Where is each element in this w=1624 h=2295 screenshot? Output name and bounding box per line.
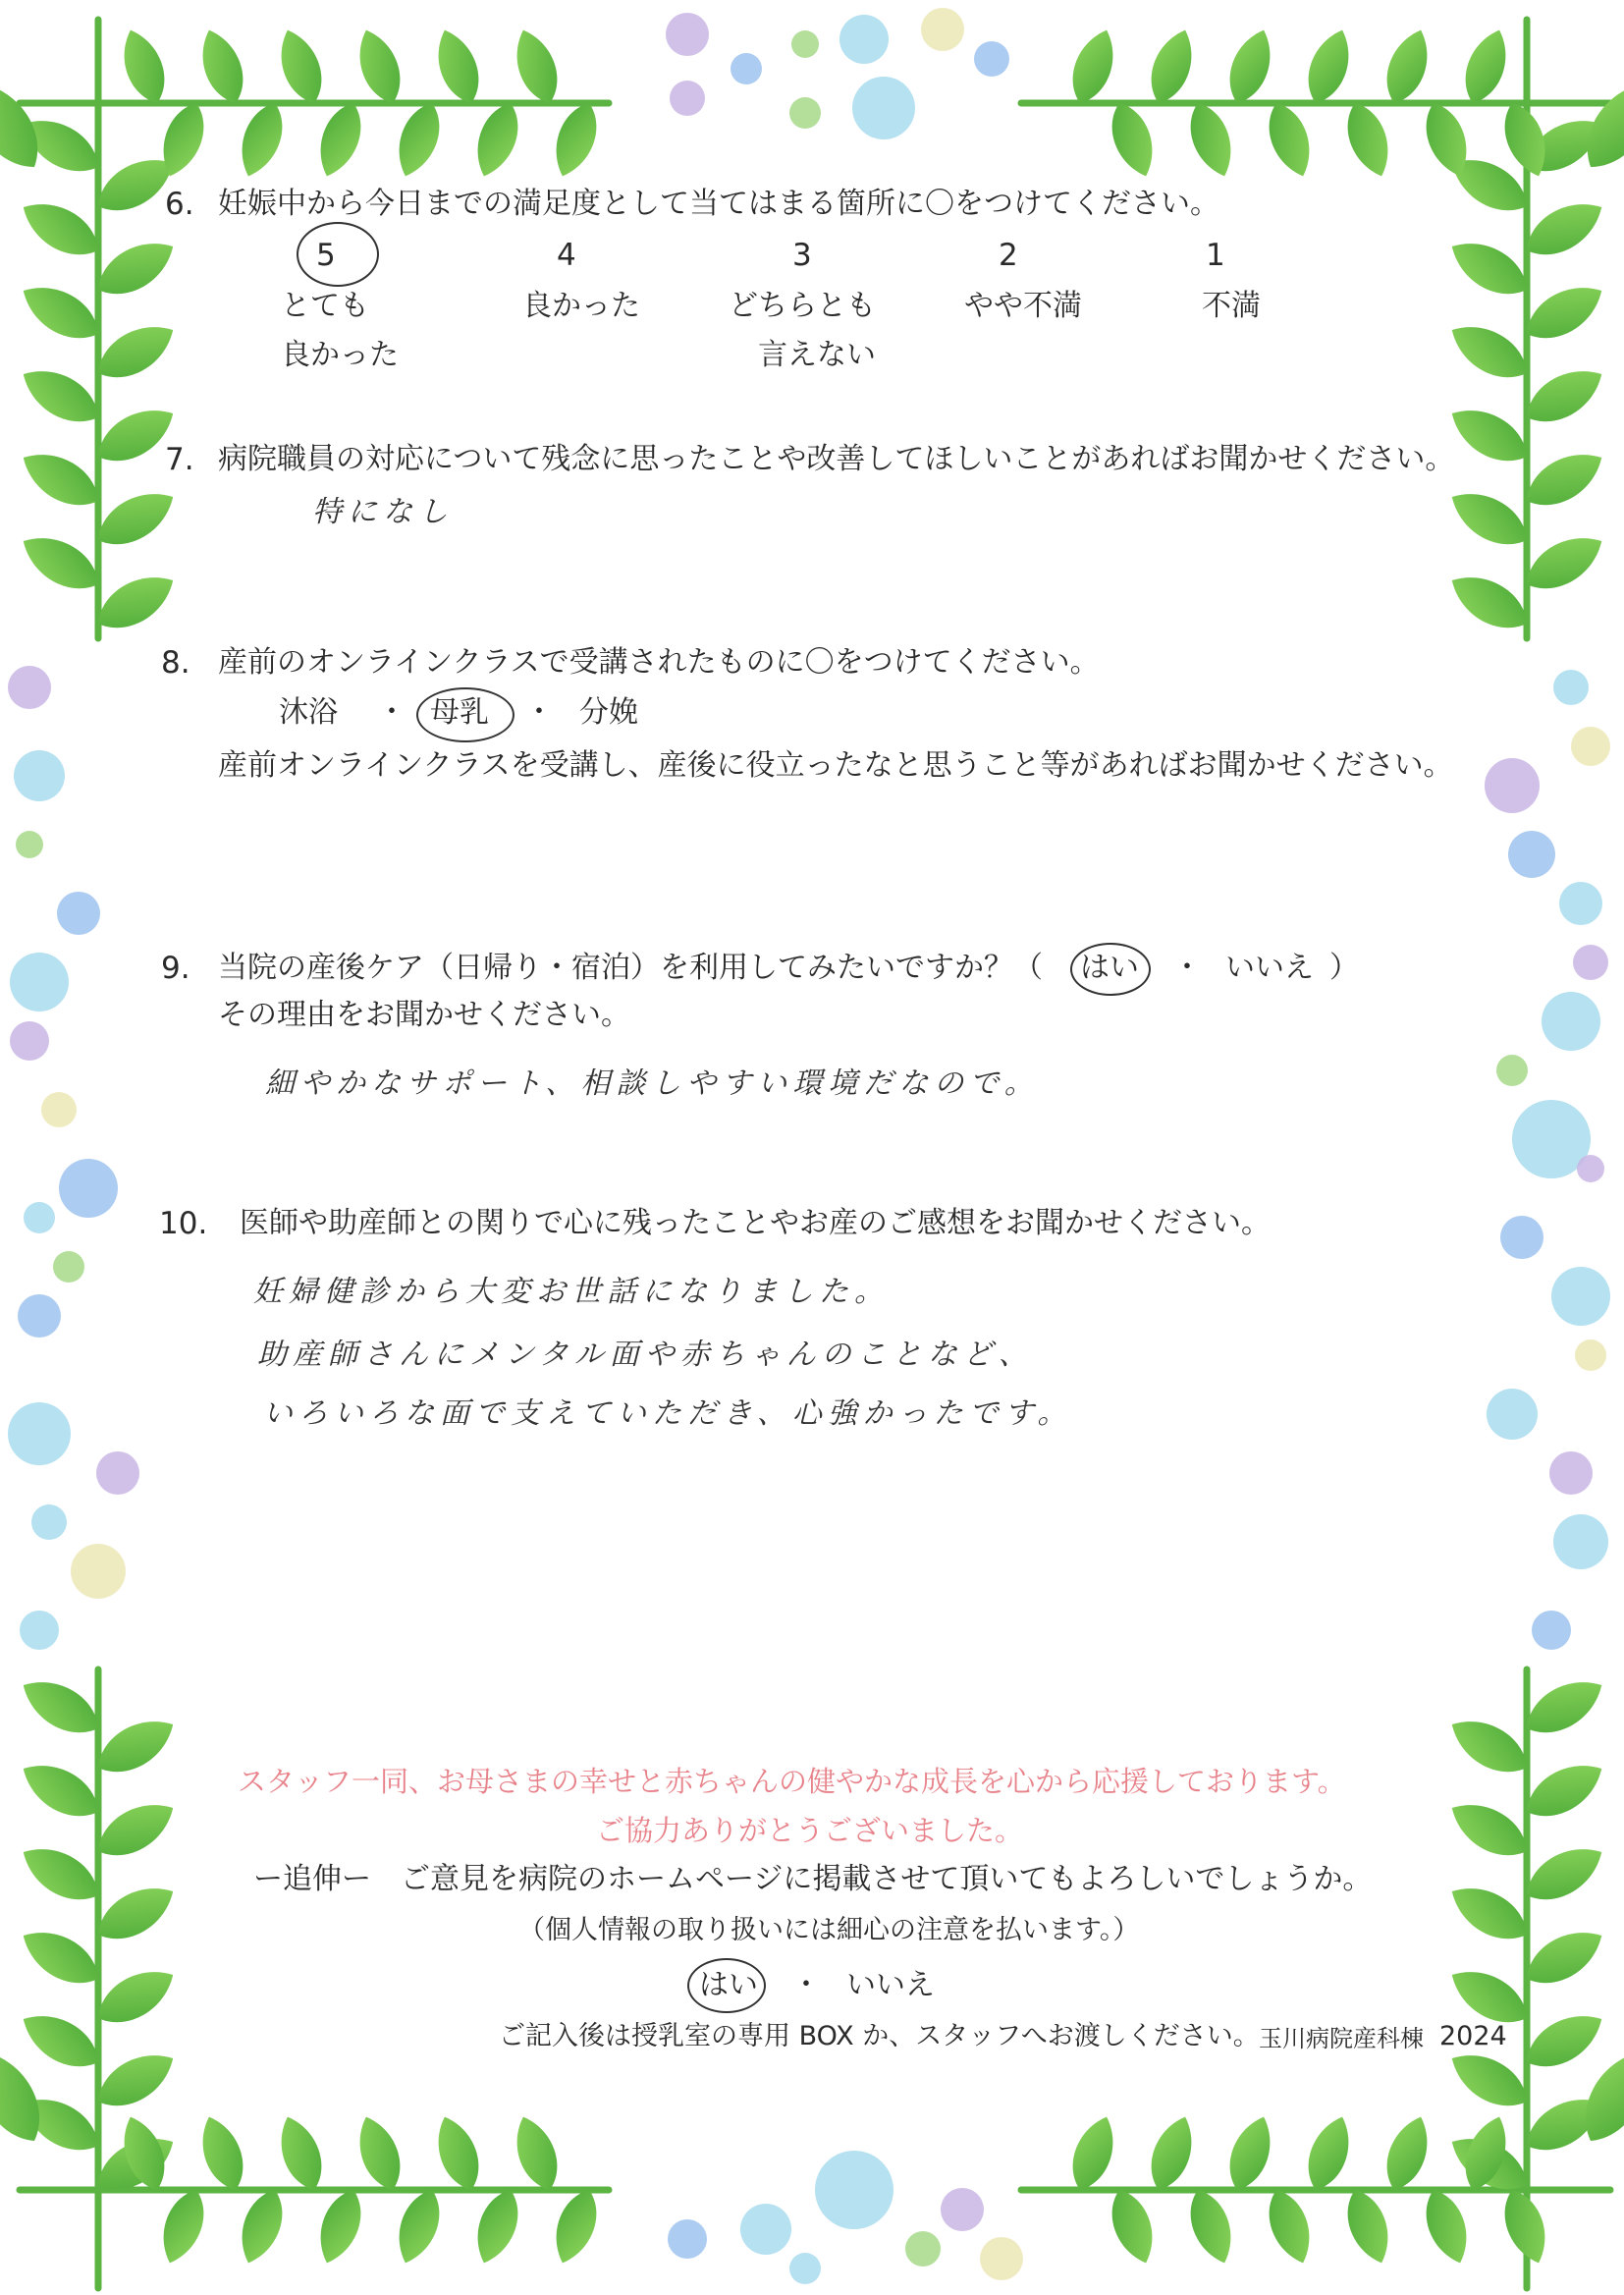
leaf-icon — [507, 24, 567, 109]
leaf-icon — [271, 2110, 331, 2196]
leaf-icon — [14, 356, 108, 434]
q9-subquestion: その理由をお聞かせください。 — [218, 998, 630, 1032]
leaf-icon — [14, 1667, 108, 1745]
q10-answer-line-3: いろいろな面で支えていただき、心強かったです。 — [263, 1396, 1073, 1431]
leaf-icon — [114, 24, 174, 109]
leaf-icon — [1181, 97, 1241, 183]
leaf-icon — [1063, 2110, 1123, 2196]
q6-scale-4-label: 良かった — [522, 289, 640, 323]
leaf-icon — [350, 24, 409, 109]
leaf-icon — [1517, 190, 1611, 267]
leaf-icon — [1442, 563, 1537, 640]
decorative-dot — [96, 1451, 139, 1495]
decorative-dot — [905, 2231, 941, 2267]
leaf-icon — [192, 2110, 252, 2196]
q9-handwritten-answer: 細やかなサポート、相談しやすい環境だなので。 — [265, 1066, 1040, 1101]
q9-no-option[interactable]: いいえ — [1225, 951, 1314, 985]
decorative-dot — [1496, 1055, 1528, 1086]
leaf-icon — [14, 273, 108, 351]
leaf-icon — [1517, 523, 1611, 601]
leaf-icon — [507, 2110, 567, 2196]
leaf-icon — [14, 523, 108, 601]
leaf-icon — [1338, 2184, 1398, 2269]
leaf-icon — [88, 1957, 183, 2035]
leaf-icon — [1442, 1790, 1537, 1868]
leaf-icon — [14, 2001, 108, 2079]
q6-scale-5-value[interactable]: 5 — [316, 238, 336, 273]
q6-scale-3-value[interactable]: 3 — [792, 238, 812, 273]
footer-year: 2024 — [1439, 2021, 1507, 2051]
leaf-icon — [389, 97, 449, 183]
leaf-icon — [1517, 1834, 1611, 1912]
q10-answer-line-1: 妊婦健診から大変お世話になりました。 — [253, 1275, 890, 1309]
leaf-icon — [232, 2184, 292, 2269]
decorative-dot — [666, 13, 709, 56]
decorative-dot — [1559, 882, 1602, 925]
leaf-icon — [1378, 2110, 1437, 2196]
q9-number: 9. — [161, 951, 190, 986]
decorative-dot — [53, 1251, 84, 1283]
leaf-icon — [1442, 479, 1537, 557]
q10-number: 10. — [159, 1206, 208, 1241]
decorative-dot — [668, 2219, 707, 2259]
footer-yes-option[interactable]: はい — [699, 1968, 758, 2002]
leaf-icon — [428, 24, 488, 109]
decorative-dot — [670, 81, 705, 116]
decorative-dot — [41, 1092, 77, 1127]
decorative-dot — [1500, 1216, 1543, 1259]
decorative-dot — [791, 30, 819, 58]
leaf-icon — [1442, 1874, 1537, 1951]
decorative-dot — [8, 666, 51, 709]
leaf-icon — [232, 97, 292, 183]
leaf-icon — [1063, 24, 1123, 109]
decorative-dot — [1575, 1339, 1606, 1371]
q6-selected-circle — [297, 222, 379, 287]
leaf-icon — [1338, 97, 1398, 183]
q6-scale-2-label: やや不満 — [964, 289, 1082, 323]
footer-separator: ・ — [791, 1968, 821, 2002]
decorative-dot — [1577, 1155, 1604, 1182]
leaf-icon — [1103, 2184, 1163, 2269]
decorative-dot — [852, 77, 915, 139]
decorative-dot — [31, 1504, 67, 1540]
decorative-dot — [18, 1294, 61, 1338]
footer-message-2: ご協力ありがとうございました。 — [596, 1814, 1024, 1847]
leaf-icon — [546, 2184, 606, 2269]
q7-question: 病院職員の対応について残念に思ったことや改善してほしいことがあればお聞かせください。 — [218, 442, 1455, 476]
q6-number: 6. — [165, 187, 194, 222]
decorative-dot — [941, 2188, 984, 2231]
q10-question: 医師や助産師との関りで心に残ったことやお産のご感想をお聞かせください。 — [240, 1206, 1271, 1240]
q6-scale-3-label2: 言えない — [758, 338, 876, 372]
leaf-icon — [1142, 2110, 1202, 2196]
leaf-icon — [1442, 396, 1537, 473]
q8-option-breastfeeding[interactable]: 母乳 — [430, 695, 489, 730]
q8-number: 8. — [161, 645, 190, 681]
leaf-icon — [1442, 1707, 1537, 1784]
leaf-icon — [1517, 1667, 1611, 1745]
q9-yes-option[interactable]: はい — [1080, 951, 1139, 985]
footer-organization: 玉川病院産科棟 — [1259, 2025, 1424, 2052]
q9-close-paren: ） — [1329, 951, 1359, 985]
decorative-dot — [14, 750, 65, 801]
leaf-icon — [1142, 24, 1202, 109]
decorative-dot — [24, 1202, 55, 1233]
leaf-icon — [1260, 2184, 1320, 2269]
decorative-dot — [59, 1159, 118, 1218]
footer-postscript: ー追伸ー ご意見を病院のホームページに掲載させて頂いてもよろしいでしょうか。 — [253, 1862, 1373, 1896]
leaf-icon — [1378, 24, 1437, 109]
decorative-dot — [8, 1402, 71, 1465]
q6-scale-5-label2: 良かった — [281, 338, 399, 372]
leaf-icon — [153, 2184, 213, 2269]
leaf-icon — [1442, 229, 1537, 306]
footer-privacy-note: （個人情報の取り扱いには細心の注意を払います。） — [518, 1915, 1140, 1945]
decorative-dot — [789, 97, 821, 129]
q8-selected-circle — [416, 687, 514, 742]
decorative-dot — [980, 2237, 1023, 2280]
footer-no-option[interactable]: いいえ — [846, 1968, 935, 2002]
leaf-icon — [1299, 24, 1359, 109]
q6-scale-1-value[interactable]: 1 — [1206, 238, 1225, 273]
leaf-icon — [310, 2184, 370, 2269]
decorative-dot — [839, 15, 889, 64]
leaf-icon — [467, 97, 527, 183]
leaf-icon — [1517, 2001, 1611, 2079]
leaf-icon — [1417, 2184, 1477, 2269]
q9-selected-circle — [1070, 943, 1151, 996]
footer-selected-circle — [687, 1958, 766, 2013]
leaf-icon — [1517, 356, 1611, 434]
decorative-dot — [974, 41, 1009, 77]
q8-separator-2: ・ — [524, 695, 554, 730]
decorative-dot — [789, 2253, 821, 2284]
q6-question: 妊娠中から今日までの満足度として当てはまる箇所に〇をつけてください。 — [218, 187, 1219, 221]
leaf-icon — [88, 2041, 183, 2118]
leaf-icon — [88, 229, 183, 306]
leaf-icon — [467, 2184, 527, 2269]
decorative-dot — [1487, 1389, 1538, 1440]
q9-separator: ・ — [1172, 951, 1202, 985]
leaf-icon — [1442, 312, 1537, 390]
leaf-icon — [389, 2184, 449, 2269]
leaf-icon — [1517, 1751, 1611, 1829]
decorative-dot — [10, 953, 69, 1011]
leaf-icon — [546, 97, 606, 183]
decorative-dot — [740, 2204, 791, 2255]
leaf-icon — [310, 97, 370, 183]
q8-option-bath[interactable]: 沐浴 — [279, 695, 338, 730]
leaf-icon — [271, 24, 331, 109]
decorative-dot — [1553, 670, 1589, 705]
leaf-icon — [88, 1874, 183, 1951]
decorative-dot — [1573, 945, 1608, 980]
leaf-icon — [1517, 440, 1611, 518]
decorative-dot — [16, 831, 43, 858]
q6-scale-5-label1: とても — [281, 289, 369, 323]
q6-scale-1-label: 不満 — [1202, 289, 1261, 323]
leaf-icon — [1103, 97, 1163, 183]
q8-option-delivery[interactable]: 分娩 — [579, 695, 638, 730]
decorative-dot — [1553, 1514, 1608, 1569]
footer-instruction: ご記入後は授乳室の専用 BOX か、スタッフへお渡しください。 — [499, 2021, 1260, 2051]
decorative-dot — [20, 1611, 59, 1650]
decorative-dot — [1508, 831, 1555, 878]
q10-answer-line-2: 助産師さんにメンタル面や赤ちゃんのことなど、 — [257, 1338, 1034, 1372]
q7-number: 7. — [165, 442, 194, 477]
leaf-icon — [14, 440, 108, 518]
leaf-icon — [1299, 2110, 1359, 2196]
leaf-icon — [1260, 97, 1320, 183]
q8-question: 産前のオンラインクラスで受講されたものに〇をつけてください。 — [218, 645, 1100, 680]
leaf-icon — [14, 1751, 108, 1829]
leaf-icon — [350, 2110, 409, 2196]
decorative-dot — [10, 1021, 49, 1061]
leaf-icon — [1181, 2184, 1241, 2269]
q6-scale-3-label1: どちらとも — [729, 289, 876, 323]
leaf-icon — [88, 563, 183, 640]
leaf-icon — [88, 312, 183, 390]
q6-scale-2-value[interactable]: 2 — [999, 238, 1018, 273]
leaf-icon — [1456, 24, 1516, 109]
decorative-dot — [71, 1544, 126, 1599]
leaf-icon — [88, 1790, 183, 1868]
decorative-dot — [1532, 1611, 1571, 1650]
leaf-icon — [88, 479, 183, 557]
q8-subquestion: 産前オンラインクラスを受講し、産後に役立ったなと思うこと等があればお聞かせください。 — [218, 748, 1453, 783]
leaf-icon — [1220, 24, 1280, 109]
leaf-icon — [1517, 273, 1611, 351]
leaf-icon — [88, 1707, 183, 1784]
decorative-dot — [57, 892, 100, 935]
leaf-icon — [1517, 1918, 1611, 1995]
decorative-dot — [1485, 758, 1540, 813]
q8-separator-1: ・ — [377, 695, 406, 730]
leaf-icon — [14, 190, 108, 267]
leaf-icon — [14, 1834, 108, 1912]
decorative-dot — [815, 2151, 893, 2229]
decorative-dot — [1549, 1451, 1593, 1495]
q6-scale-4-value[interactable]: 4 — [557, 238, 576, 273]
decorative-dot — [731, 53, 762, 84]
decorative-dot — [921, 8, 964, 51]
leaf-icon — [1220, 2110, 1280, 2196]
decorative-dot — [1571, 727, 1610, 766]
footer-message-1: スタッフ一同、お母さまの幸せと赤ちゃんの健やかな成長を心から応援しております。 — [238, 1765, 1346, 1798]
decorative-dot — [1551, 1267, 1610, 1326]
q7-handwritten-answer: 特になし — [312, 495, 454, 529]
leaf-icon — [14, 1918, 108, 1995]
leaf-icon — [192, 24, 252, 109]
q9-question: 当院の産後ケア（日帰り・宿泊）を利用してみたいですか？（ — [218, 951, 1043, 985]
decorative-dot — [1542, 992, 1600, 1051]
leaf-icon — [428, 2110, 488, 2196]
